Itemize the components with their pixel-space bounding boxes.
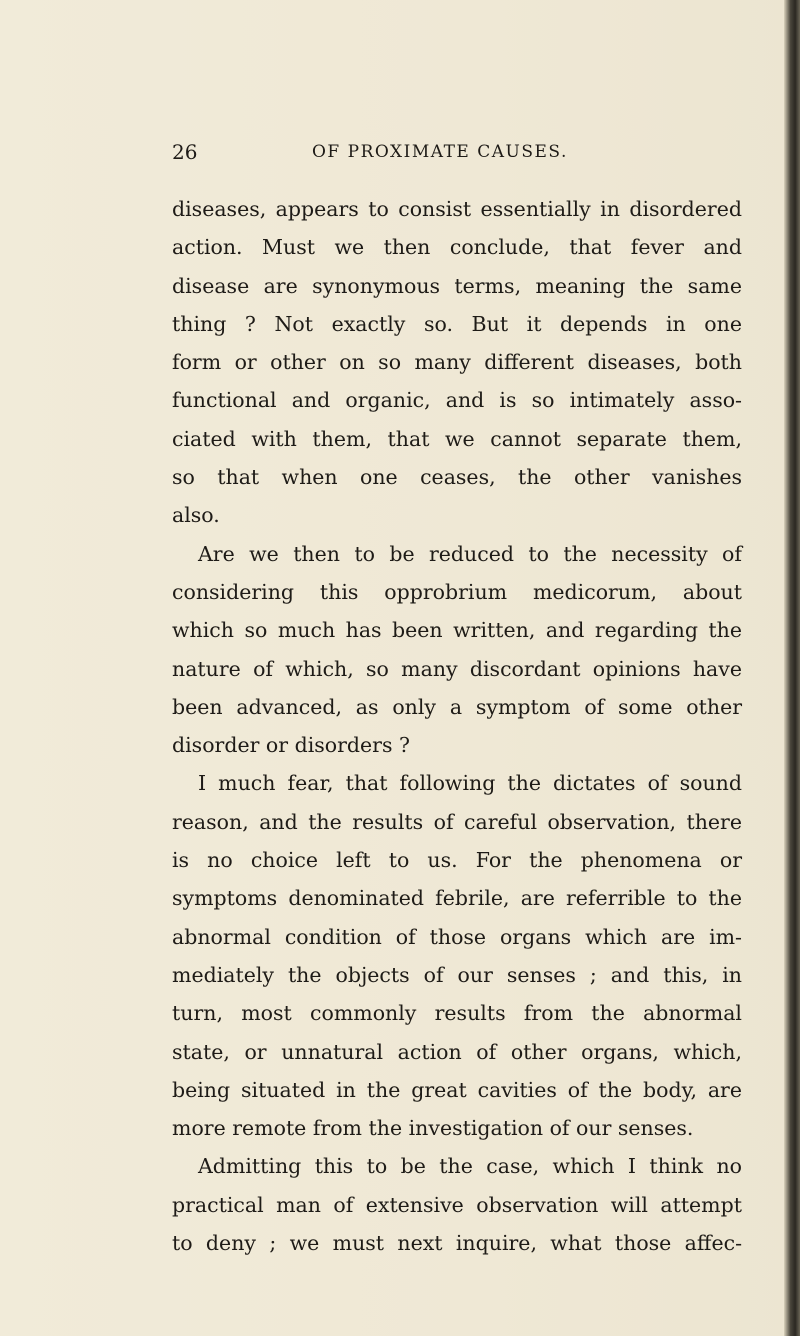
text-line: functional and organic, and is so intimately asso-	[172, 388, 742, 413]
text-line: considering this opprobrium medicorum, about	[172, 579, 742, 604]
text-line: disorder or disorders ?	[172, 733, 410, 758]
text-line: mediately the objects of our senses ; and this, in	[172, 962, 742, 987]
text-line: being situated in the great cavities of the body, are	[172, 1077, 742, 1102]
page-number: 26	[172, 140, 198, 164]
paragraph-first-line: I much fear, that following the dictates of sound	[198, 771, 742, 796]
text-line: action. Must we then conclude, that fever and	[172, 235, 742, 260]
text-line: practical man of extensive observation will attempt	[172, 1192, 742, 1217]
text-line: is no choice left to us. For the phenomena or	[172, 848, 742, 873]
text-line: form or other on so many different diseases, both	[172, 350, 742, 375]
page-binding-edge	[784, 0, 800, 1336]
text-line: been advanced, as only a symptom of some other	[172, 694, 742, 719]
text-line: turn, most commonly results from the abnormal	[172, 1001, 742, 1026]
text-line: diseases, appears to consist essentially in disordered	[172, 197, 742, 221]
text-line: nature of which, so many discordant opinions have	[172, 656, 742, 681]
text-line: state, or unnatural action of other organs, which,	[172, 1039, 742, 1064]
running-title: OF PROXIMATE CAUSES.	[312, 142, 568, 162]
body-text	[172, 190, 742, 1262]
text-line: abnormal condition of those organs which are im-	[172, 924, 742, 949]
text-line: symptoms denominated febrile, are referrible to the	[172, 886, 742, 911]
paragraph-first-line: Admitting this to be the case, which I think no	[198, 1154, 742, 1179]
text-line: to deny ; we must next inquire, what those affec-	[172, 1231, 742, 1256]
text-line: so that when one ceases, the other vanishes	[172, 465, 742, 490]
text-line: reason, and the results of careful observation, there	[172, 809, 742, 834]
text-line: disease are synonymous terms, meaning the same	[172, 273, 742, 298]
text-line: ciated with them, that we cannot separate them,	[172, 426, 742, 451]
text-line: thing ? Not exactly so. But it depends in one	[172, 311, 742, 336]
text-line: more remote from the investigation of our senses.	[172, 1116, 694, 1141]
paragraph-first-line: Are we then to be reduced to the necessity of	[198, 541, 742, 566]
text-line: which so much has been written, and regarding the	[172, 618, 742, 643]
text-line: also.	[172, 503, 220, 528]
running-head	[172, 140, 732, 170]
